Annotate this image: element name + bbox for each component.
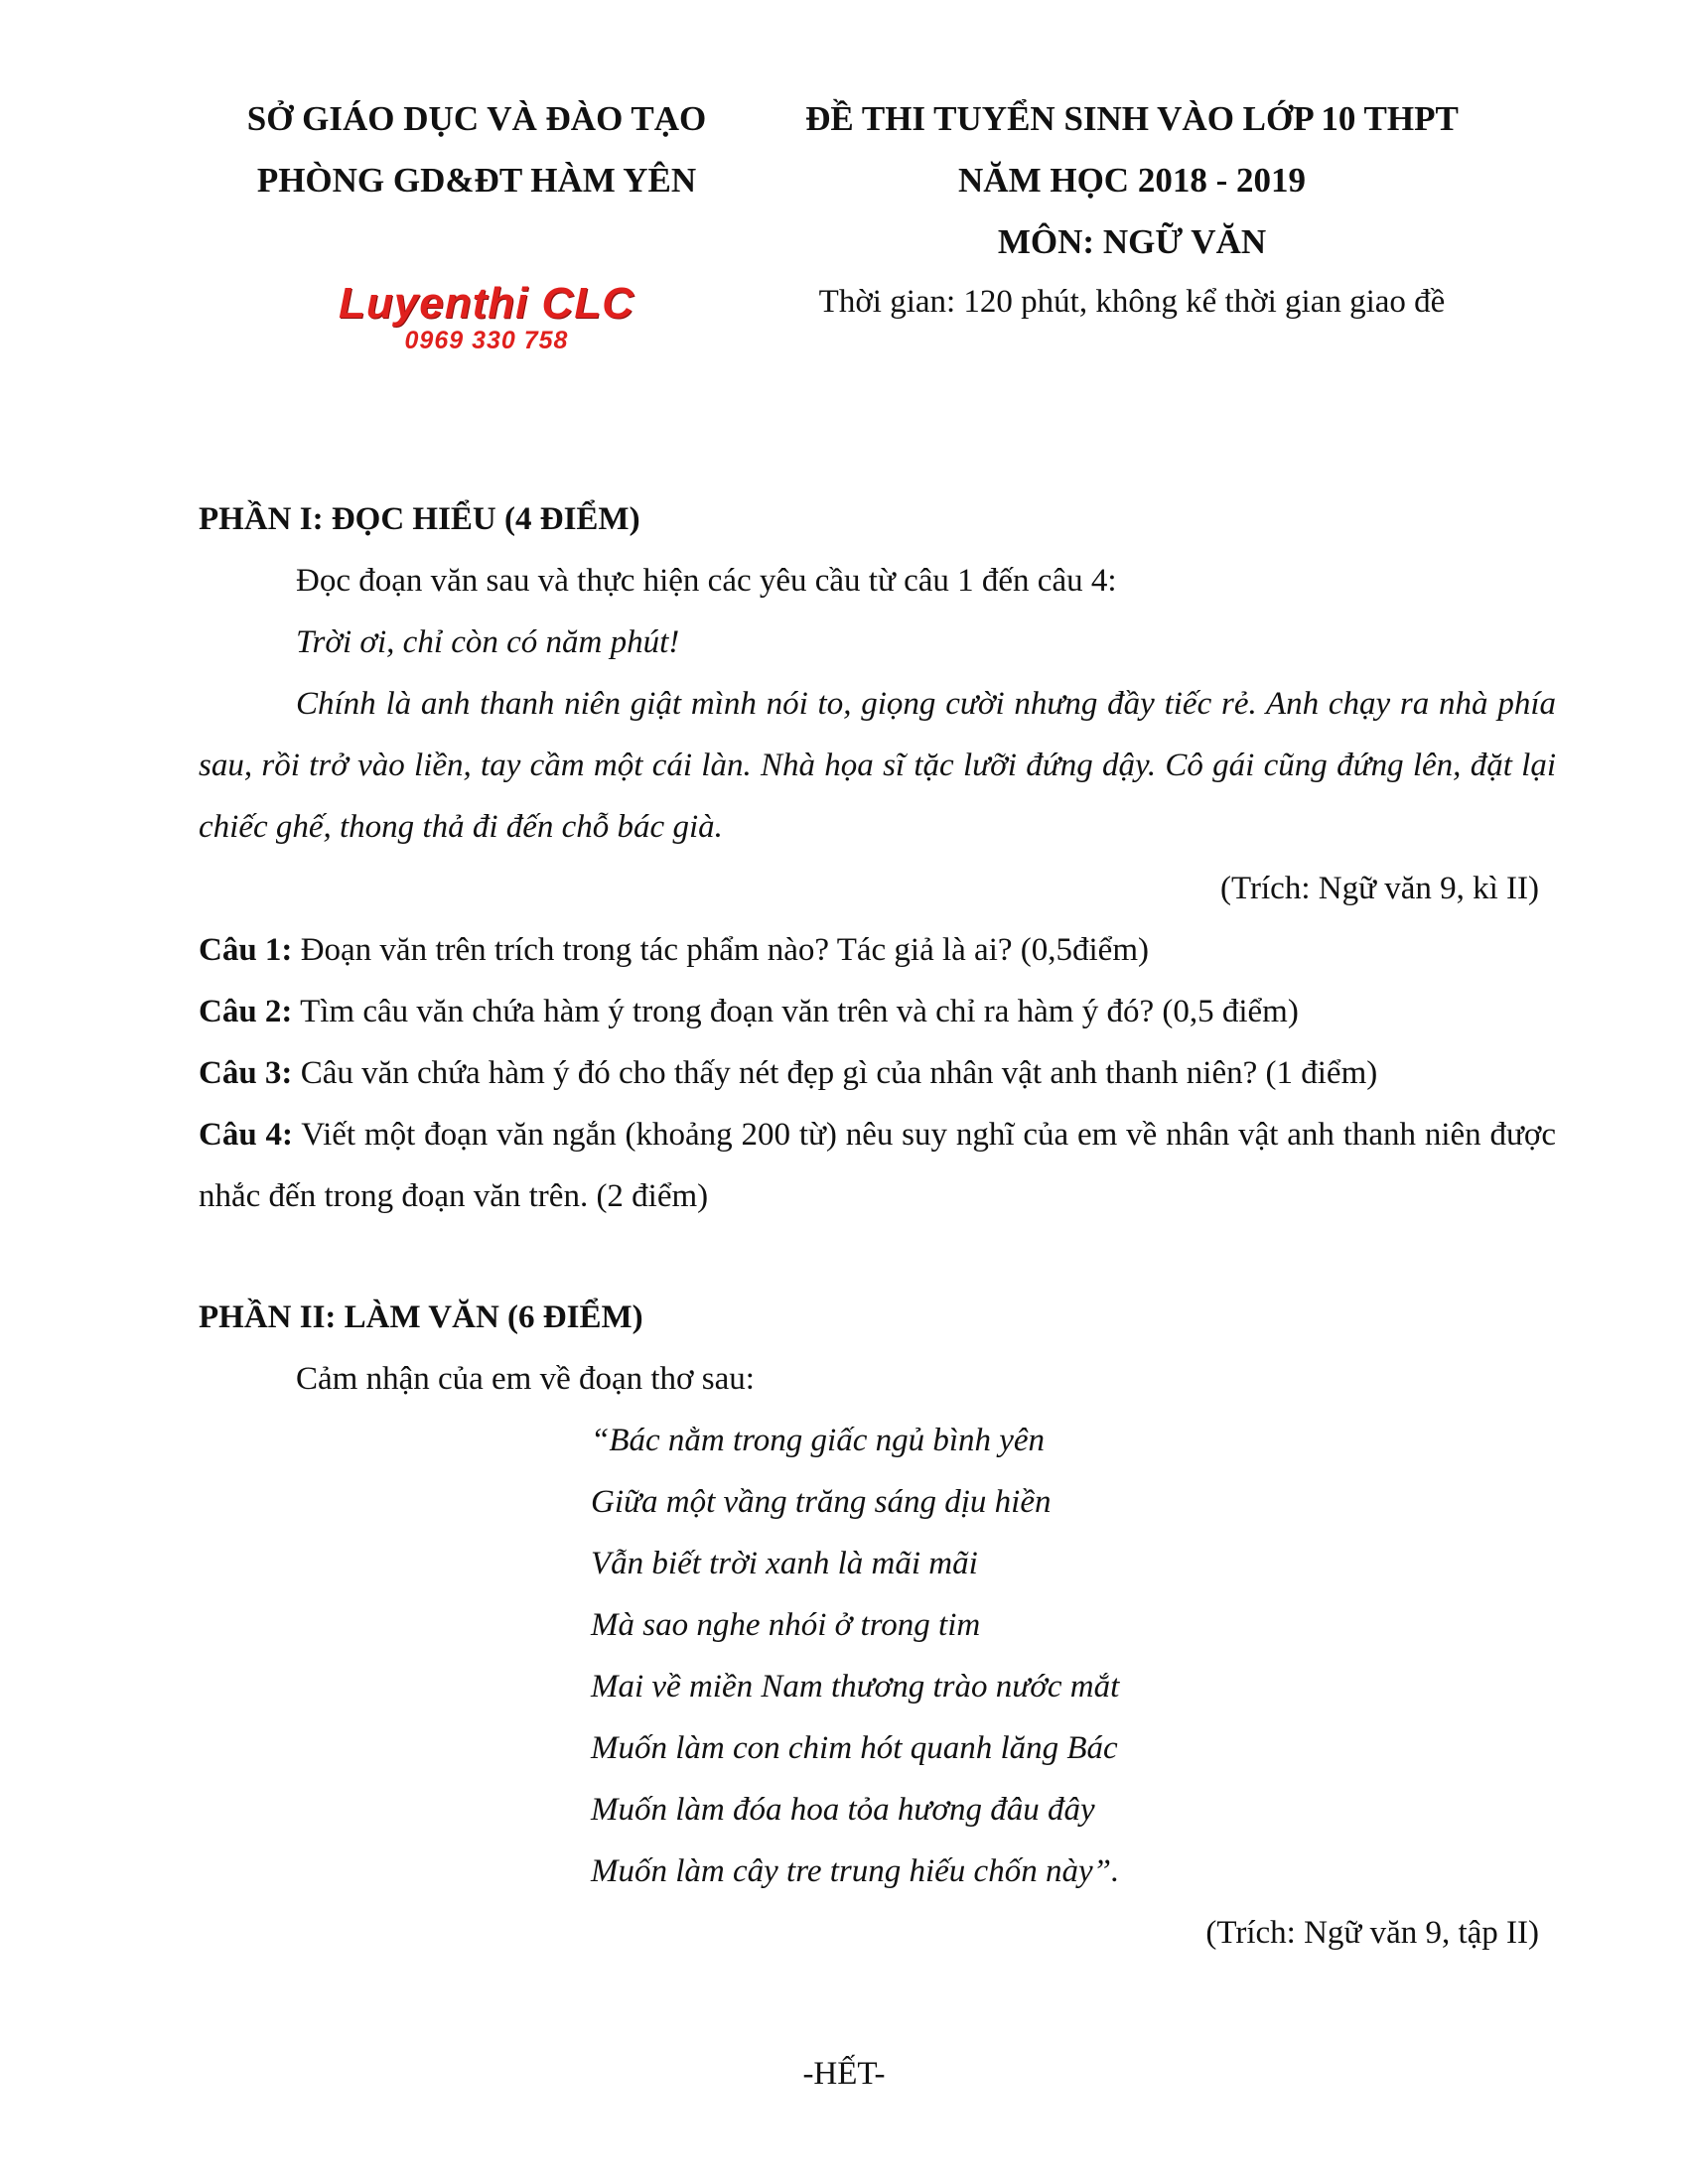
question-3-label: Câu 3: — [199, 1055, 293, 1091]
school-year: NĂM HỌC 2018 - 2019 — [958, 161, 1306, 200]
part1-heading: PHẦN I: ĐỌC HIỂU (4 ĐIỂM) — [199, 501, 640, 537]
logo-phone: 0969 330 758 — [404, 327, 569, 354]
question-4 — [199, 1104, 1556, 1227]
office-name: PHÒNG GD&ĐT HÀM YÊN — [256, 161, 697, 200]
part1-instruction: Đọc đoạn văn sau và thực hiện các yêu cầu từ câu 1 đến câu 4: — [296, 563, 1117, 599]
poem-line: Mai về miền Nam thương trào nước mắt — [591, 1669, 1120, 1705]
question-2-text: Tìm câu văn chứa hàm ý trong đoạn văn trên và chỉ ra hàm ý đó? (0,5 điểm) — [292, 994, 1299, 1029]
poem-line: Muốn làm con chim hót quanh lăng Bác — [591, 1730, 1118, 1766]
question-1-text: Đoạn văn trên trích trong tác phẩm nào? Tác giả là ai? (0,5điểm) — [292, 932, 1149, 968]
part2-instruction: Cảm nhận của em về đoạn thơ sau: — [296, 1361, 755, 1397]
question-1 — [199, 919, 1149, 981]
question-1-label: Câu 1: — [199, 932, 293, 968]
poem-line: Muốn làm đóa hoa tỏa hương đâu đây — [591, 1792, 1095, 1828]
question-4-text: Viết một đoạn văn ngắn (khoảng 200 từ) nêu suy nghĩ của em về nhân vật anh thanh niên được nhắc đến trong đoạn văn trên. (2 điểm) — [199, 1117, 1556, 1214]
question-2-label: Câu 2: — [199, 994, 293, 1029]
end-mark: -HẾT- — [802, 2056, 886, 2092]
question-2 — [199, 981, 1299, 1042]
part2-heading: PHẦN II: LÀM VĂN (6 ĐIỂM) — [199, 1299, 643, 1335]
poem-line: Vẫn biết trời xanh là mãi mãi — [591, 1546, 978, 1581]
poem-line: Muốn làm cây tre trung hiếu chốn này”. — [591, 1853, 1120, 1889]
exam-title: ĐỀ THI TUYỂN SINH VÀO LỚP 10 THPT — [805, 99, 1459, 138]
poem-line: Mà sao nghe nhói ở trong tim — [591, 1607, 981, 1643]
poem-source: (Trích: Ngữ văn 9, tập II) — [1205, 1915, 1539, 1951]
subject: MÔN: NGỮ VĂN — [997, 222, 1267, 261]
question-3 — [199, 1042, 1377, 1104]
reading-passage: Chính là anh thanh niên giật mình nói to, giọng cười nhưng đầy tiếc rẻ. Anh chạy ra nhà phía sau, rồi trở vào liền, tay cầm một cái làn. Nhà họa sĩ tặc lưỡi đứng dậy. Cô gái cũng đứng lên, đặt lại chiếc ghế, thong thả đi đến chỗ bác già. — [199, 686, 1556, 845]
passage-opening-quote: Trời ơi, chỉ còn có năm phút! — [296, 624, 680, 660]
time-note: Thời gian: 120 phút, không kể thời gian giao đề — [818, 284, 1446, 320]
passage-source: (Trích: Ngữ văn 9, kì II) — [1220, 871, 1539, 906]
question-4-label: Câu 4: — [199, 1117, 294, 1153]
poem — [591, 1410, 1119, 1902]
logo-brand: Luyenthi CLC — [339, 279, 634, 328]
poem-line: Giữa một vầng trăng sáng dịu hiền — [591, 1484, 1052, 1520]
department-name: SỞ GIÁO DỤC VÀ ĐÀO TẠO — [246, 99, 707, 138]
luyenthi-logo — [328, 279, 645, 355]
question-3-text: Câu văn chứa hàm ý đó cho thấy nét đẹp gì của nhân vật anh thanh niên? (1 điểm) — [292, 1055, 1378, 1091]
poem-line: “Bác nằm trong giấc ngủ bình yên — [591, 1423, 1046, 1458]
